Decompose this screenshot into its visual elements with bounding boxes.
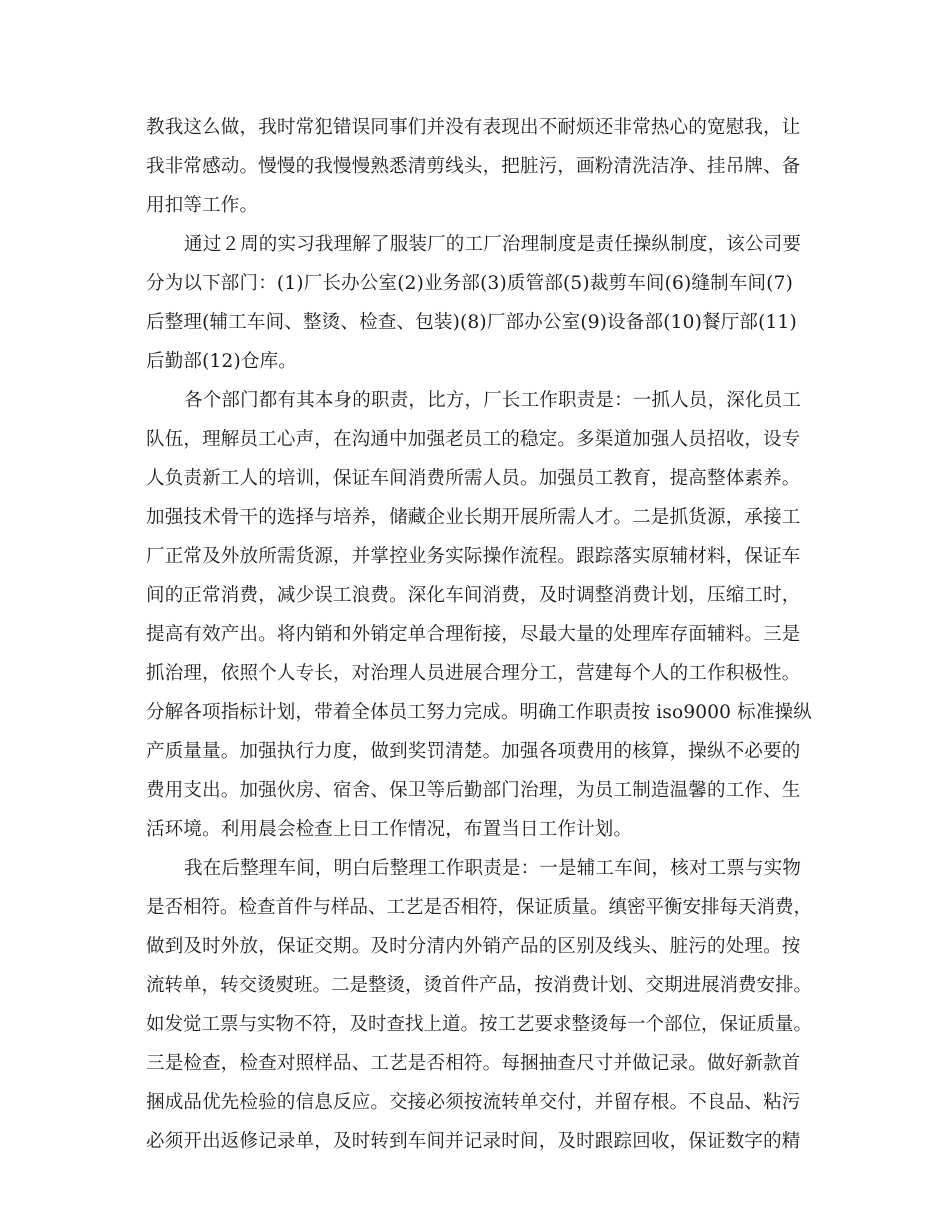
paragraph-start: 我在后整理车间，明白后整理工作职责是：一是辅工车间，核对工票与实物: [184, 858, 802, 879]
text-line: 三是检查，检查对照样品、工艺是否相符。每捆抽查尺寸并做记录。做好新款首: [146, 1053, 801, 1074]
text-line: 队伍，理解员工心声，在沟通中加强老员工的稳定。多渠道加强人员招收，设专: [146, 429, 801, 450]
text-line: 费用支出。加强伙房、宿舍、保卫等后勤部门治理，为员工制造温馨的工作、生: [146, 780, 801, 801]
text-line: 人负责新工人的培训，保证车间消费所需人员。加强员工教育，提高整体素养。: [146, 468, 801, 489]
text-line: 必须开出返修记录单，及时转到车间并记录时间，及时跟踪回收，保证数字的精: [146, 1131, 801, 1152]
text-line: 提高有效产出。将内销和外销定单合理衔接，尽最大量的处理库存面辅料。三是: [146, 624, 801, 645]
text-line: 活环境。利用晨会检查上日工作情况，布置当日工作计划。: [146, 819, 633, 840]
paragraph-start: 各个部门都有其本身的职责，比方，厂长工作职责是：一抓人员，深化员工: [184, 390, 802, 411]
text-line: 加强技术骨干的选择与培养，储藏企业长期开展所需人才。二是抓货源，承接工: [146, 507, 801, 528]
text-line: 后勤部(12)仓库。: [146, 351, 297, 372]
text-line: 分解各项指标计划，带着全体员工努力完成。明确工作职责按 iso9000 标准操纵: [146, 702, 812, 723]
text-line: 如发觉工票与实物不符，及时查找上道。按工艺要求整烫每一个部位，保证质量。: [146, 1014, 813, 1035]
text-line: 用扣等工作。: [146, 195, 259, 216]
text-line: 捆成品优先检验的信息反应。交接必须按流转单交付，并留存根。不良品、粘污: [146, 1092, 801, 1113]
text-line: 流转单，转交烫熨班。二是整烫，烫首件产品，按消费计划、交期进展消费安排。: [146, 975, 813, 996]
text-line: 我非常感动。慢慢的我慢慢熟悉清剪线头，把脏污，画粉清洗洁净、挂吊牌、备: [146, 156, 801, 177]
text-line: 产质量量。加强执行力度，做到奖罚清楚。加强各项费用的核算，操纵不必要的: [146, 741, 801, 762]
text-line: 厂正常及外放所需货源，并掌控业务实际操作流程。跟踪落实原辅材料，保证车: [146, 546, 801, 567]
text-line: 教我这么做，我时常犯错误同事们并没有表现出不耐烦还非常热心的宽慰我，让: [146, 117, 801, 138]
text-line: 抓治理，依照个人专长，对治理人员进展合理分工，营建每个人的工作积极性。: [146, 663, 801, 684]
paragraph-start: 通过２周的实习我理解了服装厂的工厂治理制度是责任操纵制度，该公司要: [184, 234, 802, 255]
text-line: 是否相符。检查首件与样品、工艺是否相符，保证质量。缜密平衡安排每天消费，: [146, 897, 813, 918]
text-line: 分为以下部门：(1)厂长办公室(2)业务部(3)质管部(5)裁剪车间(6)缝制车间(7): [146, 273, 794, 294]
text-line: 间的正常消费，减少误工浪费。深化车间消费，及时调整消费计划，压缩工时，: [146, 585, 801, 606]
text-line: 做到及时外放，保证交期。及时分清内外销产品的区别及线头、脏污的处理。按: [146, 936, 801, 957]
text-line: 后整理(辅工车间、整烫、检查、包装)(8)厂部办公室(9)设备部(10)餐厅部(11): [146, 312, 797, 333]
